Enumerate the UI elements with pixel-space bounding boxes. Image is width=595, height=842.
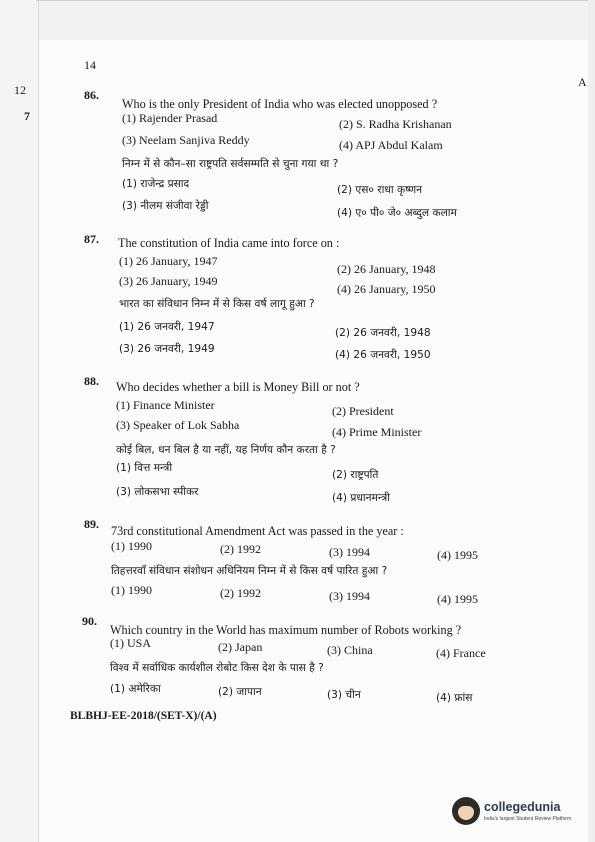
question-text: Who decides whether a bill is Money Bill or not ? xyxy=(116,380,360,394)
hindi-option: (2) 26 जनवरी, 1948 xyxy=(335,327,431,339)
question-number: 86. xyxy=(84,88,99,102)
option: (1) 1990 xyxy=(111,539,152,553)
hindi-option: (3) चीन xyxy=(327,689,361,701)
option: (3) Speaker of Lok Sabha xyxy=(116,418,240,432)
option: (2) 26 January, 1948 xyxy=(337,262,436,276)
question-text: Who is the only President of India who was elected unopposed ? xyxy=(122,97,438,111)
option: (4) 1995 xyxy=(437,548,478,562)
option: (1) Finance Minister xyxy=(116,398,215,412)
hindi-option: (1) 1990 xyxy=(111,583,152,597)
option: (3) 26 January, 1949 xyxy=(119,274,218,288)
option: (1) Rajender Prasad xyxy=(122,111,218,125)
question-text: Which country in the World has maximum number of Robots working ? xyxy=(110,623,462,637)
hindi-option: (1) 26 जनवरी, 1947 xyxy=(119,321,215,333)
logo-tagline: India's largest Student Review Platform xyxy=(484,816,572,822)
option: (1) 26 January, 1947 xyxy=(119,254,218,268)
option: (3) China xyxy=(327,643,373,657)
hindi-question-text: तिहत्तरवाँ संविधान संशोधन अधिनियम निम्न में से किस वर्ष पारित हुआ ? xyxy=(111,565,388,577)
option: (4) 26 January, 1950 xyxy=(337,282,436,296)
question-number: 88. xyxy=(84,374,99,388)
hindi-option: (3) 26 जनवरी, 1949 xyxy=(119,343,215,355)
hindi-option: (3) 1994 xyxy=(329,589,370,603)
option: (1) USA xyxy=(110,636,151,650)
hindi-option: (1) अमेरिका xyxy=(110,683,161,695)
hindi-option: (4) ए० पी० जे० अब्दुल कलाम xyxy=(337,207,457,219)
question-number: 89. xyxy=(84,517,99,531)
question-text: The constitution of India came into force on : xyxy=(118,236,340,250)
page-number: 14 xyxy=(84,58,96,72)
logo-name: collegedunia xyxy=(484,800,561,814)
scan-right-border xyxy=(588,0,595,842)
hindi-option: (2) राष्ट्रपति xyxy=(332,469,379,481)
question-number: 87. xyxy=(84,232,99,246)
footer-code: BLBHJ-EE-2018/(SET-X)/(A) xyxy=(70,710,217,722)
margin-number-mid: 7 xyxy=(24,109,30,123)
scan-top-band xyxy=(0,0,595,40)
hindi-option: (4) प्रधानमन्त्री xyxy=(332,492,390,504)
hindi-question-text: भारत का संविधान निम्न में से किस वर्ष लागू हुआ ? xyxy=(119,298,315,310)
hindi-question-text: निम्न में से कौन–सा राष्ट्रपति सर्वसम्मति से चुना गया था ? xyxy=(122,158,339,170)
hindi-option: (2) 1992 xyxy=(220,586,261,600)
option: (2) Japan xyxy=(218,640,263,654)
question-text: 73rd constitutional Amendment Act was passed in the year : xyxy=(111,524,404,538)
hindi-option: (3) नीलम संजीवा रेड्डी xyxy=(122,200,209,212)
option: (3) 1994 xyxy=(329,545,370,559)
margin-number-top: 12 xyxy=(14,83,26,97)
hindi-option: (2) एस० राधा कृष्णन xyxy=(337,184,423,196)
scan-top-line xyxy=(36,0,588,1)
option: (2) S. Radha Krishanan xyxy=(339,117,452,131)
option: (4) APJ Abdul Kalam xyxy=(339,138,443,152)
hindi-option: (1) राजेन्द्र प्रसाद xyxy=(122,178,190,190)
option: (2) President xyxy=(332,404,394,418)
hindi-question-text: कोई बिल, धन बिल है या नहीं, यह निर्णय कौन करता है ? xyxy=(116,444,336,456)
hindi-option: (2) जापान xyxy=(218,686,262,698)
margin-letter-right: A xyxy=(578,75,587,89)
hindi-option: (4) 1995 xyxy=(437,592,478,606)
hindi-question-text: विश्व में सर्वाधिक कार्यशील रोबोट किस देश के पास है ? xyxy=(110,662,324,674)
question-number: 90. xyxy=(82,614,97,628)
option: (3) Neelam Sanjiva Reddy xyxy=(122,133,250,147)
option: (4) France xyxy=(436,646,486,660)
hindi-option: (1) वित्त मन्त्री xyxy=(116,462,173,474)
hindi-option: (4) फ्रांस xyxy=(436,692,473,704)
option: (4) Prime Minister xyxy=(332,425,422,439)
hindi-option: (3) लोकसभा स्पीकर xyxy=(116,486,199,498)
option: (2) 1992 xyxy=(220,542,261,556)
scan-left-border xyxy=(0,0,39,842)
hindi-option: (4) 26 जनवरी, 1950 xyxy=(335,349,431,361)
